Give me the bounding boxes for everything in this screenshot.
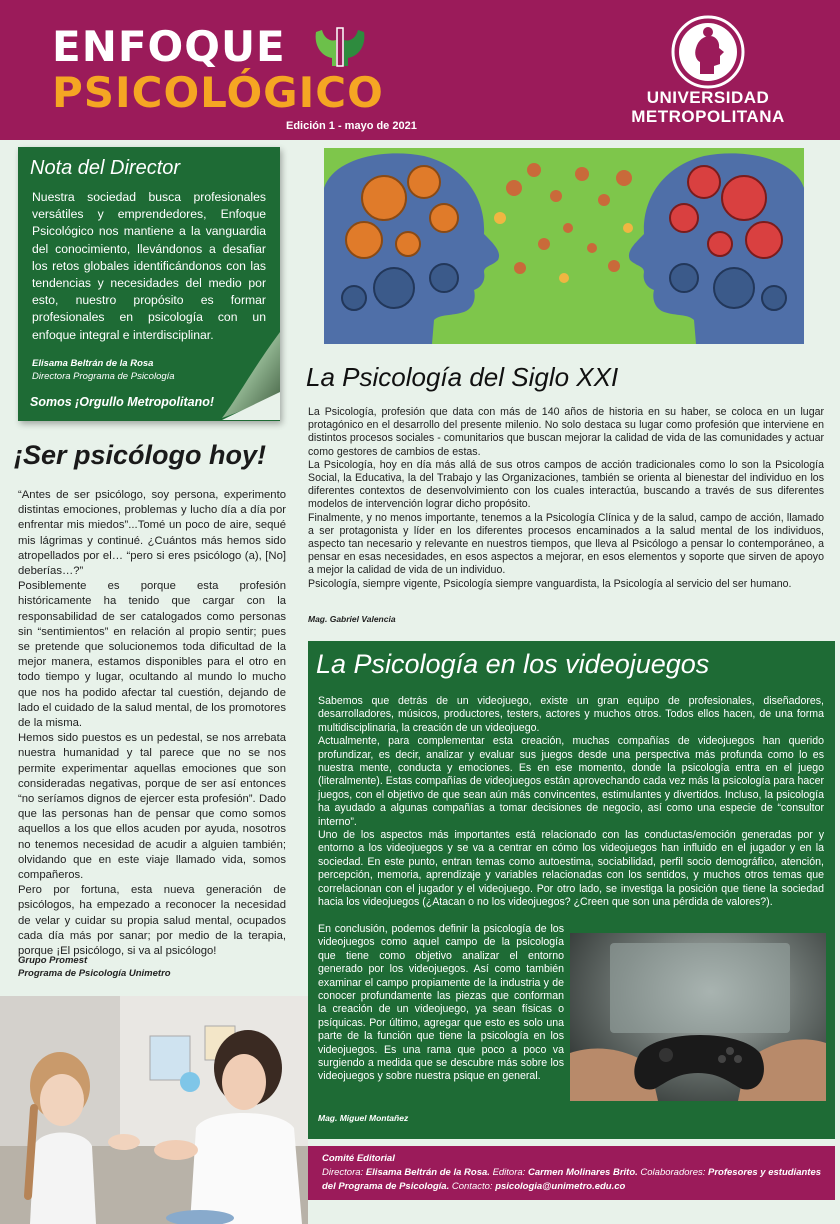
gears-heads-image bbox=[324, 148, 804, 344]
contact-email-link[interactable]: psicologia@unimetro.edu.co bbox=[495, 1181, 626, 1192]
siglo-xxi-signature: Mag. Gabriel Valencia bbox=[308, 614, 396, 624]
university-name: UNIVERSIDAD METROPOLITANA bbox=[631, 88, 785, 126]
edition-date: Edición 1 - mayo de 2021 bbox=[286, 120, 417, 132]
university-crest-icon bbox=[668, 14, 748, 90]
page-curl-icon bbox=[218, 332, 280, 420]
director-motto: Somos ¡Orgullo Metropolitano! bbox=[30, 395, 215, 409]
logo-line1: ENFOQUE bbox=[52, 22, 286, 71]
siglo-xxi-title: La Psicología del Siglo XXI bbox=[306, 362, 619, 392]
director-note-text: Nuestra sociedad busca profesionales versátiles y emprendedores, Enfoque Psicológico nos mantiene a la vanguardia del conocimiento, llevándonos a desafiar los retos globales identificándonos con las tendencias y necesidades del medio por esto, nuestro propósito es formar profesionales en psicología con un enfoque integral e interdisciplinar. bbox=[32, 190, 266, 342]
gamepad-photo bbox=[570, 933, 826, 1101]
therapy-photo bbox=[0, 996, 308, 1224]
director-signature: Elisama Beltrán de la Rosa Directora Programa de Psicología bbox=[32, 358, 175, 382]
videojuegos-section bbox=[308, 641, 835, 1139]
videojuegos-title: La Psicología en los videojuegos bbox=[316, 649, 710, 679]
masthead bbox=[0, 0, 840, 140]
ser-psicologo-signature: Grupo Promest Programa de Psicología Unimetro bbox=[18, 955, 171, 979]
ser-psicologo-body: “Antes de ser psicólogo, soy persona, experimento distintas emociones, problemas y lucho día a día por enfrentar mis miedos”...Tomé un poco de aire, sequé mis lágrimas y continué. ¿Cuántos más hemos sido atropellados por el… “pero si eres psicólogo (a), [No] deberías…?” Posiblemente es porque esta profesión históricamente ha tenido que cargar con la responsabilidad de ser catalogados como personas sin “sentimientos” en relación al propio sentir; pues se pretende que solucionemos toda dificultad de la mejor manera, estamos disponibles para el otro en todo tiempo y lugar, ocultando al mundo lo mucho que nos ha podido afectar tal cuestión, dejando de lado el cuidado de la salud mental, de los promotores de la misma. Hemos sido puestos es un pedestal, se nos arrebata nuestra humanidad y tal parece que no se nos permite experimentar aquellas emociones que son consideradas negativas, porque de ser así entonces “no seríamos dignos de ejercer esta profesión”. Dado que las personas han de pensar que como somos aquellos a los que ellos acuden por ayuda, nosotros no tenemos necesidad de acudir a alguien también; olvidando que en este viaje llamado vida, somos compañeros. Pero por fortuna, esta nueva generación de psicólogos, ha empezado a reconocer la necesidad de velar y cuidar su propia salud mental, ocupados cada día más por sanar; por medio de la terapia, porque ¡El psicólogo, si va al psicólogo! bbox=[18, 489, 286, 958]
logo-line2: PSICOLÓGICO bbox=[52, 68, 384, 117]
videojuegos-signature: Mag. Miguel Montañez bbox=[318, 1113, 409, 1123]
comite-editorial: Comité Editorial Directora: Elisama Beltrán de la Rosa. Editora: Carmen Molinares Brito. Colaboradores: Profesores y estudiantes del Programa de Psicología. Contacto: psicologia@unimetro.edu.co bbox=[308, 1146, 835, 1200]
ser-psicologo-title: ¡Ser psicólogo hoy! bbox=[14, 440, 267, 470]
videojuegos-conclusion: En conclusión, podemos definir la psicología de los videojuegos como aquel campo de la psicología que tiene como objetivo analizar el entorno generado por los videojuegos. Así como también examinar el campo propiamente de la industria y de conocer profundamente las piezas que conforman la creación de un videojuego, ya sean físicas o psíquicas. Por último, agregar que esto es solo una parte de la función que tiene la psicología en los videojuegos. Es una rama que poco a poco va surgiendo a medida que se descubre más sobre los videojuegos y sobre nuestra psique en general. bbox=[318, 923, 564, 1083]
siglo-xxi-body: La Psicología, profesión que data con más de 140 años de historia en su haber, se coloca en un lugar protagónico en el desarrollo del presente milenio. No solo destaca su lugar como profesión que interviene en distintos procesos sociales - comunitarios que buscan mejorar la calidad de vida de las comunidades y actuar como gestores de cambios de estas. La Psicología, hoy en día más allá de sus otros campos de acción tradicionales como lo son la Psicología Social, la Educativa, la del Trabajo y las Organizaciones, también se orienta al bienestar del individuo en los diferentes contextos de desenvolvimiento con los cuales interactúa, buscando a través de sus diferentes modelos de intervención lograr dicho propósito. Finalmente, y no menos importante, tenemos a la Psicología Clínica y de la salud, campo de acción, llamado a ser protagonista y líder en los diferentes procesos encaminados a la salud mental de los individuos, aspecto tan necesario y relevante en nuestros tiempos, que lleva al Psicólogo a pensar lo contemporáneo, a pensar en esas necesidades, en esos aspectos a mejorar, en esos elementos y soporte que sirven de apoyo a mejor la calidad de vida de un individuo. Psicología, siempre vigente, Psicología siempre vanguardista, la Psicología al servicio del ser humano. bbox=[308, 406, 824, 590]
director-note-title: Nota del Director bbox=[30, 157, 181, 179]
videojuegos-body: Sabemos que detrás de un videojuego, existe un gran equipo de profesionales, diseñadores, desarrolladores, músicos, productores, testers, actores y muchos otros. Todos ellos hacen, de una forma multidisciplinaria, la creación de un videojuego. Actualmente, para complementar esta creación, muchas compañías de videojuegos han querido profundizar, es decir, analizar y evaluar sus juegos desde una perspectiva más profunda como lo es nuestra mente, conducta y emociones. Es en ese momento, donde la psicología entra en el juego (literalmente). Estas compañías de videojuegos están aprovechando cada vez más la psicología para hacer juegos, con el objetivo de que sean aún más convincentes, estimulantes y divertidos. Incluso, la psicología ha ayudado a algunas compañías a tomar decisiones de negocio, así como una especie de “consultor interno”. Uno de los aspectos más importantes está relacionado con las conductas/emoción generadas por y entorno a los videojuegos y se va a centrar en cómo los videojuegos han influido en el jugador y en la sociedad. En este punto, entran temas como autoestima, sociabilidad, perfil socio demográfico, atención, percepción, memoria, aprendizaje y variables relacionadas con los sentidos, y muchos otros temas que correlacionan con el jugador y el videojuego. Por otro lado, se investiga la posición que tiene la sociedad hacia los videojuegos (¿Atacan o no los videojuegos? ¿Creen que son una pérdida de valores?). bbox=[318, 695, 824, 909]
psyche-logo-icon bbox=[312, 26, 368, 70]
